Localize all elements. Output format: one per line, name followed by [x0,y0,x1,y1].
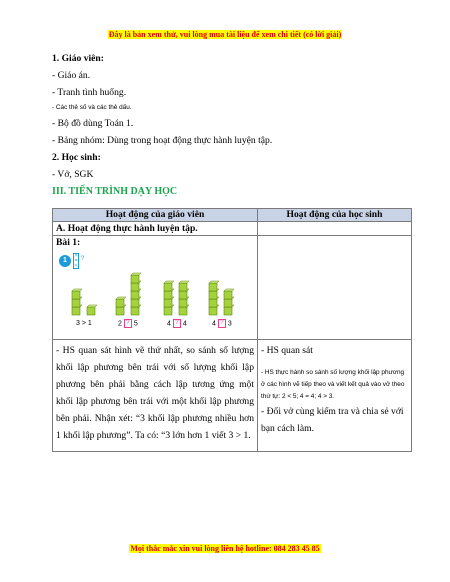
cube [131,291,139,299]
teacher-item-small: - Các thẻ số và các thẻ dấu. [52,104,132,111]
cube-top [224,289,234,291]
preview-banner-text: Đây là bản xem thử, vui lòng mua tài liệu để xem chi tiết (có lời giải) [108,30,342,39]
comparison-caption: 2 ? 5 [118,320,138,328]
cube [164,283,172,291]
cube-top [87,305,97,307]
student-share: - Đổi vở cùng kiểm tra và chia sẻ với bạn cách làm. [261,406,404,434]
teacher-item: - Bảng nhóm: Dùng trong hoạt động thực hành luyện tập. [52,135,273,146]
table-row [53,222,412,236]
student-observe: - HS quan sát [261,345,313,356]
cube [72,291,80,299]
exercise-cell [53,236,258,340]
cube-top [131,273,141,275]
comparison-caption: 4 ? 3 [212,320,232,328]
teacher-item: - Tranh tình huống. [52,87,127,98]
cube-top [164,281,174,283]
teacher-item: - Bộ đồ dùng Toán 1. [52,118,134,129]
cube [131,299,139,307]
preview-banner [0,30,450,39]
cube [224,291,232,299]
empty-cell [258,222,412,236]
lesson-table [52,208,412,452]
comparison-caption: 3 > 1 [76,320,92,327]
cube [164,307,172,315]
cube [224,299,232,307]
comparison-caption: 4 ? 4 [167,320,187,328]
cube [179,307,187,315]
cube-top [209,281,219,283]
answer-box: ? [173,319,181,328]
cube [164,299,172,307]
student-heading: 2. Học sinh: [52,152,101,163]
cube [72,299,80,307]
cube-top [72,289,82,291]
cube [209,307,217,315]
answer-box: ? [124,319,132,328]
table-row [53,340,412,452]
cube-top [179,281,189,283]
sign-card-icon: > = < [74,253,78,269]
cube [116,299,124,307]
teacher-heading: 1. Giáo viên: [52,53,104,64]
exercise-number-badge: 1 [59,255,71,267]
cube [72,307,80,315]
cube-top [116,297,126,299]
cube [131,307,139,315]
header-student: Hoạt động của học sinh [258,209,412,222]
hotline-banner-text: Mọi thắc mắc xin vui lòng liên hệ hotline: 084 283 45 85 [130,544,320,553]
hotline-banner [0,544,450,553]
cube [179,291,187,299]
table-header-row [53,209,412,222]
cube [164,291,172,299]
empty-cell [258,236,412,340]
cube-illustration [56,253,246,333]
cube [131,283,139,291]
cube [179,299,187,307]
section-title: III. TIẾN TRÌNH DẠY HỌC [52,186,178,197]
teacher-item: - Giáo án. [52,70,91,81]
header-teacher: Hoạt động của giáo viên [53,209,258,222]
question-mark: ? [81,256,85,262]
cube [209,299,217,307]
cube-stacks [56,253,246,319]
cube [87,307,95,315]
cube [179,283,187,291]
cube [209,283,217,291]
student-item: - Vở, SGK [52,169,94,180]
intro-section [52,50,412,200]
teacher-activity-text: - HS quan sát hình vẽ thứ nhất, so sánh số lượng khối lập phương bên trái với số lượng khối lập phương bên phải bằng cách lập tương ứng một khối lập phương bên trái với một khối lập phương bên phải. Nhận xét: “3 khối lập phương nhiều hơn 1 khối lập phương”. Ta có: “3 lớn hơn 1 viết 3 > 1. [53,340,258,452]
student-practice: - HS thực hành so sánh số lượng khối lập phương ở các hình vẽ tiếp theo và viết kết quả vào vở theo thứ tự: 2 < 5; 4 = 4; 4 > 3. [261,369,405,400]
activity-a-title: A. Hoạt động thực hành luyện tập. [53,222,258,236]
table-row [53,236,412,340]
exercise-label: Bài 1: [56,237,81,248]
cube [209,291,217,299]
answer-box: ? [218,319,226,328]
student-activity-cell [258,340,412,452]
cube [131,275,139,283]
cube [224,307,232,315]
cube [116,307,124,315]
